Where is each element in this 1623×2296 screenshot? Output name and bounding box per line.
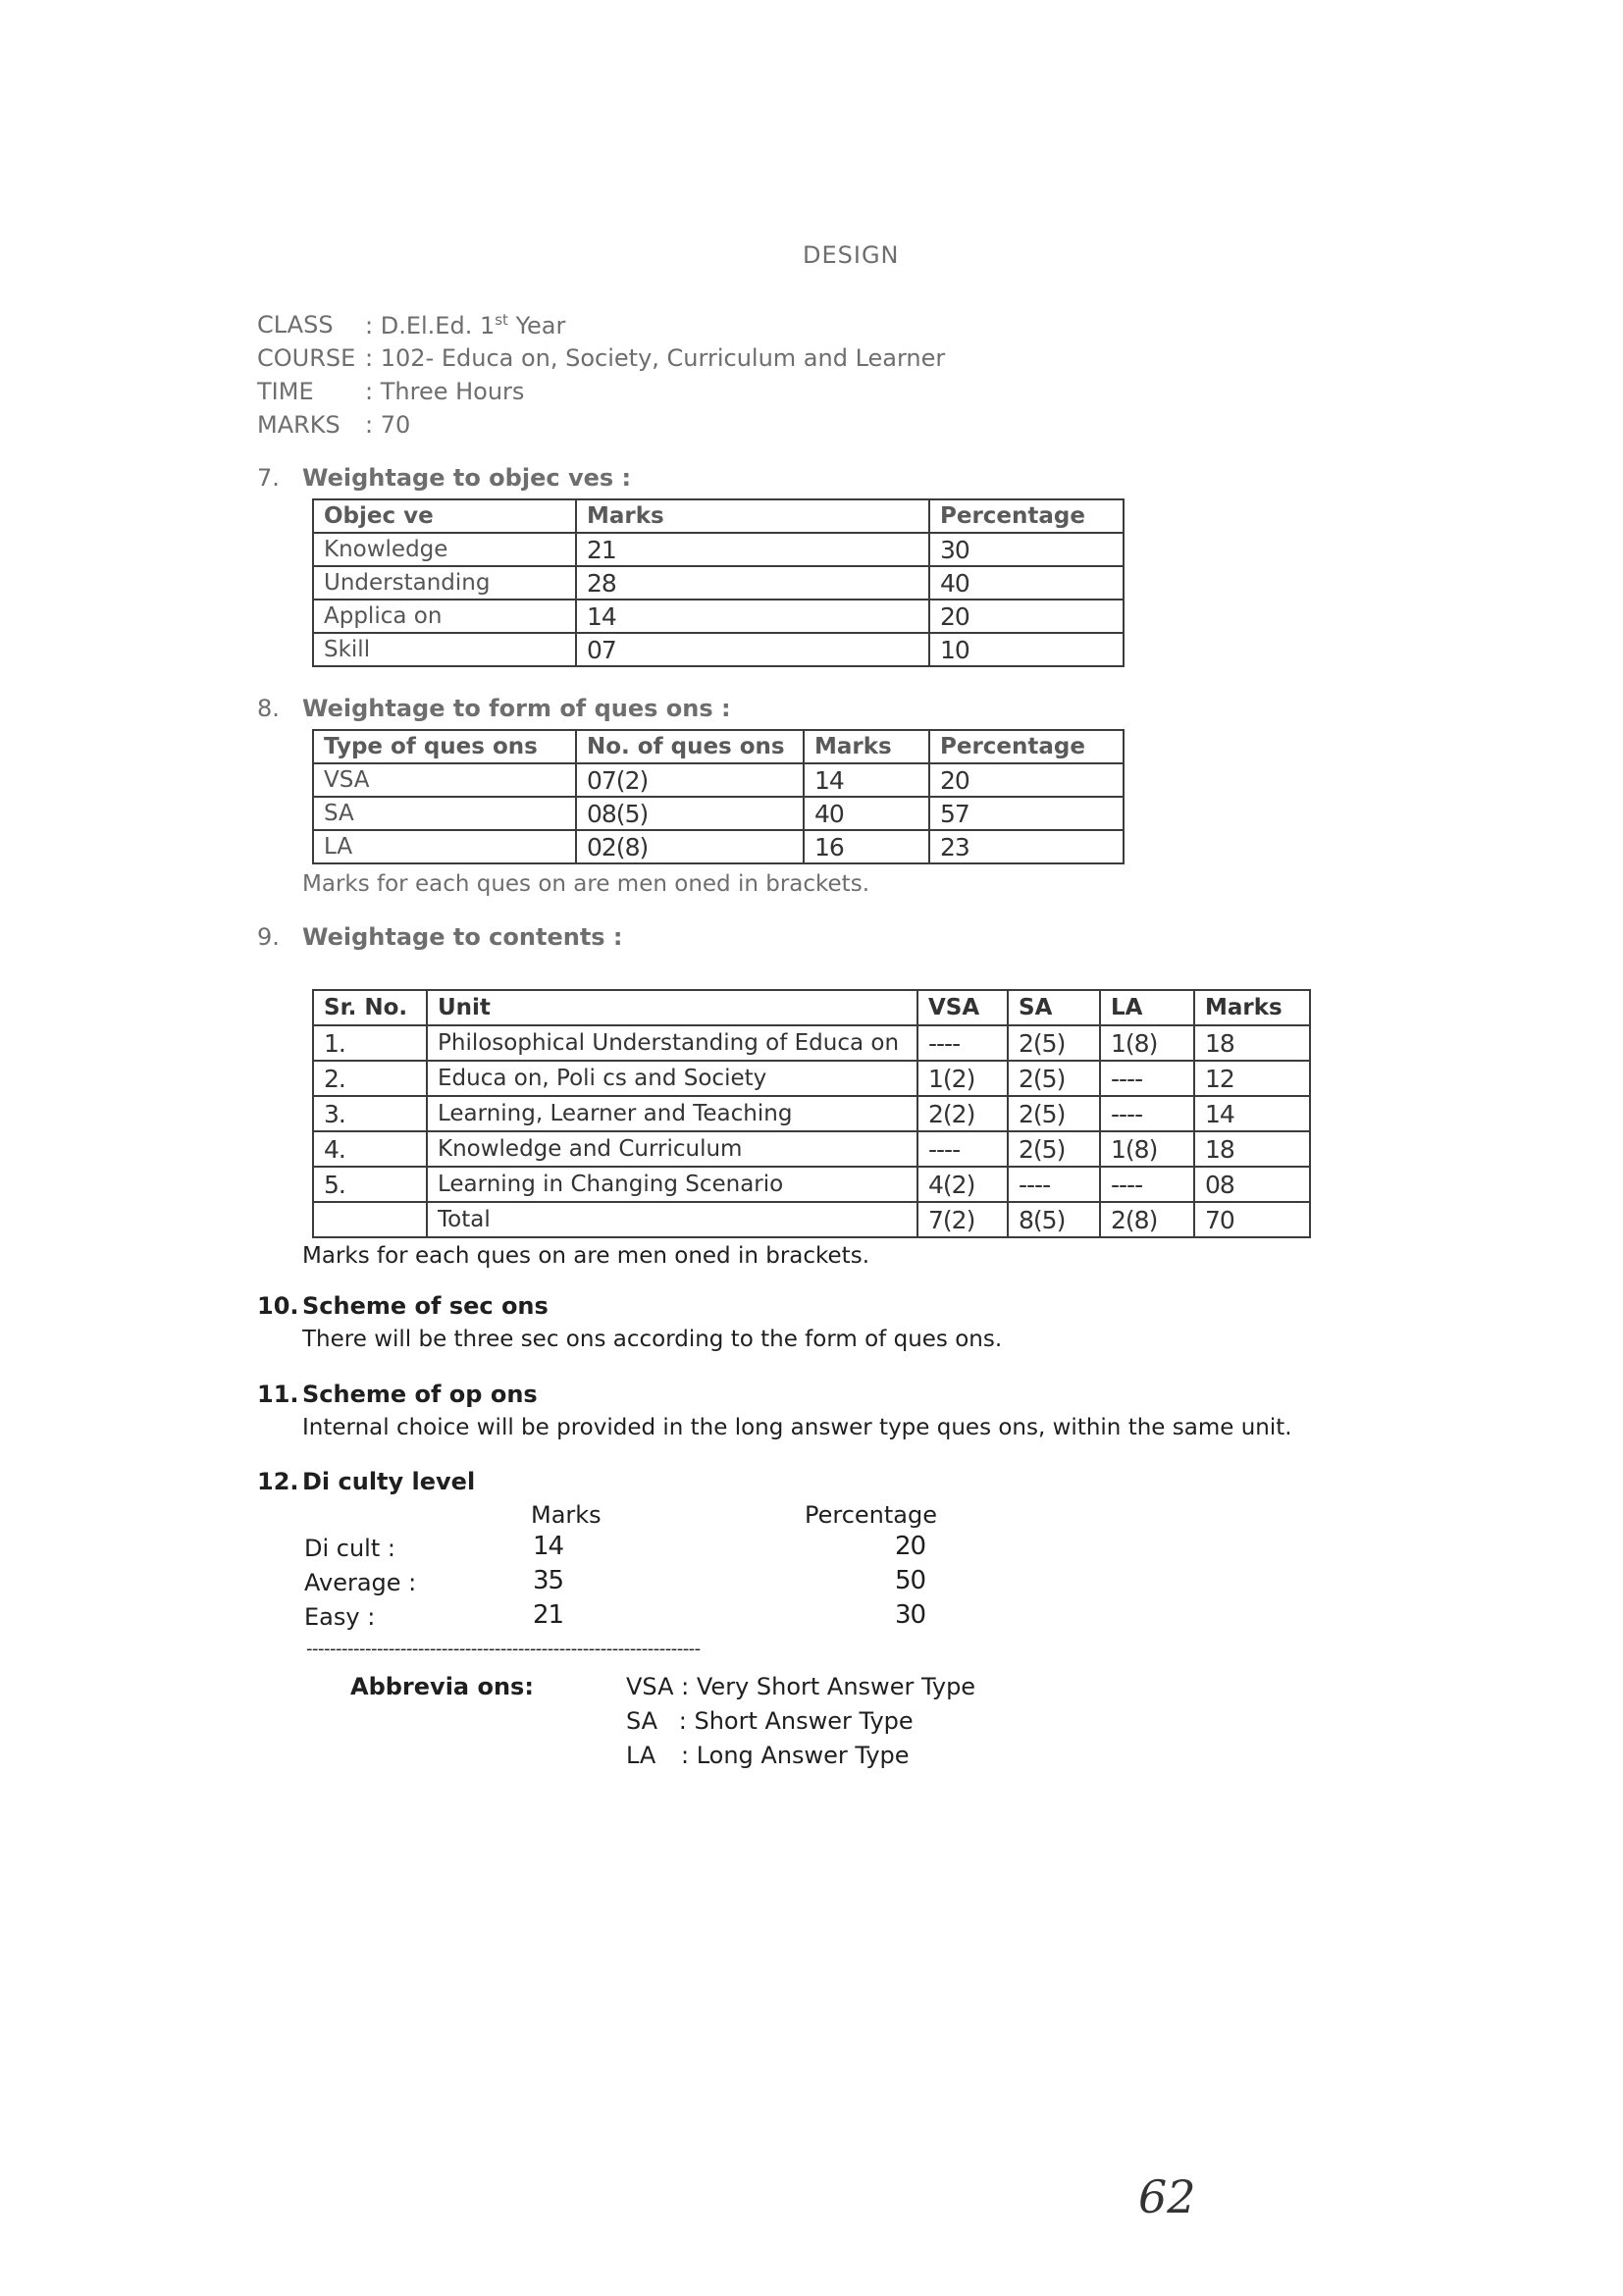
table-cell: Philosophical Understanding of Educa on bbox=[427, 1025, 917, 1061]
table-cell: Learning, Learner and Teaching bbox=[427, 1096, 917, 1131]
table-cell: 4. bbox=[313, 1131, 427, 1167]
table-cell: ---- bbox=[1100, 1167, 1194, 1202]
table-cell: 14 bbox=[1194, 1096, 1310, 1131]
table-cell bbox=[313, 1202, 427, 1237]
abbreviations-label: Abbrevia ons: bbox=[350, 1673, 534, 1700]
table-header-cell: Percentage bbox=[929, 499, 1124, 533]
difficulty-label: Easy : bbox=[304, 1603, 376, 1631]
table-cell: 28 bbox=[576, 566, 929, 600]
table-row bbox=[313, 633, 1124, 666]
table-cell: 30 bbox=[929, 533, 1124, 566]
table-cell: 2(5) bbox=[1008, 1061, 1100, 1096]
table-cell: 4(2) bbox=[917, 1167, 1008, 1202]
table-cell: ---- bbox=[1100, 1096, 1194, 1131]
info-course-label: COURSE bbox=[257, 344, 356, 372]
difficulty-label: Average : bbox=[304, 1569, 417, 1596]
section-9-title: Weightage to contents : bbox=[302, 923, 623, 951]
table-cell: 18 bbox=[1194, 1131, 1310, 1167]
table-row bbox=[313, 1167, 1310, 1202]
table-header-cell: No. of ques ons bbox=[576, 730, 804, 763]
table-cell: Educa on, Poli cs and Society bbox=[427, 1061, 917, 1096]
table-cell: 40 bbox=[929, 566, 1124, 600]
table-cell: Total bbox=[427, 1202, 917, 1237]
difficulty-marks: 21 bbox=[533, 1600, 564, 1630]
section-11-title: Scheme of op ons bbox=[302, 1381, 538, 1408]
table-cell: ---- bbox=[1008, 1167, 1100, 1202]
table-cell: 1. bbox=[313, 1025, 427, 1061]
table-cell: 07 bbox=[576, 633, 929, 666]
objectives-table bbox=[312, 498, 1125, 667]
table-cell: 12 bbox=[1194, 1061, 1310, 1096]
table-cell: ---- bbox=[1100, 1061, 1194, 1096]
page-title: DESIGN bbox=[803, 241, 900, 269]
info-course-value: : 102- Educa on, Society, Curriculum and Learner bbox=[365, 344, 946, 372]
section-7-title: Weightage to objec ves : bbox=[302, 464, 632, 492]
info-marks-label: MARKS bbox=[257, 411, 340, 439]
table-cell: ---- bbox=[917, 1025, 1008, 1061]
table-cell: 5. bbox=[313, 1167, 427, 1202]
table-cell: Knowledge bbox=[313, 533, 576, 566]
info-class-value: : D.El.Ed. 1st Year bbox=[365, 311, 566, 339]
table-cell: 57 bbox=[929, 797, 1124, 830]
section-9-number: 9. bbox=[257, 923, 280, 951]
table-cell: 2(2) bbox=[917, 1096, 1008, 1131]
forms-table bbox=[312, 729, 1125, 864]
table-cell: 18 bbox=[1194, 1025, 1310, 1061]
table-row bbox=[313, 533, 1124, 566]
section-8-title: Weightage to form of ques ons : bbox=[302, 695, 731, 722]
table-cell: 08 bbox=[1194, 1167, 1310, 1202]
difficulty-marks: 14 bbox=[533, 1532, 564, 1561]
table-row bbox=[313, 600, 1124, 633]
difficulty-percentage: 20 bbox=[895, 1532, 926, 1561]
table-header-cell: Marks bbox=[804, 730, 929, 763]
table-header-cell: SA bbox=[1008, 990, 1100, 1025]
table-cell: LA bbox=[313, 830, 576, 863]
contents-table bbox=[312, 989, 1311, 1238]
table-cell: 1(8) bbox=[1100, 1131, 1194, 1167]
difficulty-percentage: 30 bbox=[895, 1600, 926, 1630]
table-cell: 7(2) bbox=[917, 1202, 1008, 1237]
section-10-title: Scheme of sec ons bbox=[302, 1292, 549, 1320]
section-7-number: 7. bbox=[257, 464, 280, 492]
table-cell: 14 bbox=[576, 600, 929, 633]
difficulty-marks: 35 bbox=[533, 1566, 564, 1595]
table-header-cell: Marks bbox=[1194, 990, 1310, 1025]
table-row bbox=[313, 1061, 1310, 1096]
table-header-cell: Type of ques ons bbox=[313, 730, 576, 763]
table-row bbox=[313, 1096, 1310, 1131]
table-cell: 14 bbox=[804, 763, 929, 797]
contents-table-note: Marks for each ques on are men oned in brackets. bbox=[302, 1243, 869, 1269]
abbreviation-item: SA : Short Answer Type bbox=[626, 1707, 914, 1735]
table-cell: SA bbox=[313, 797, 576, 830]
table-cell: 10 bbox=[929, 633, 1124, 666]
table-row bbox=[313, 566, 1124, 600]
table-cell: 16 bbox=[804, 830, 929, 863]
table-cell: VSA bbox=[313, 763, 576, 797]
table-cell: 1(8) bbox=[1100, 1025, 1194, 1061]
difficulty-header-marks: Marks bbox=[531, 1501, 602, 1529]
table-cell: 2(5) bbox=[1008, 1131, 1100, 1167]
table-cell: 1(2) bbox=[917, 1061, 1008, 1096]
section-12-number: 12. bbox=[257, 1468, 299, 1495]
table-row bbox=[313, 1025, 1310, 1061]
table-header-cell: Unit bbox=[427, 990, 917, 1025]
table-cell: 70 bbox=[1194, 1202, 1310, 1237]
difficulty-header-percentage: Percentage bbox=[805, 1501, 938, 1529]
table-cell: Learning in Changing Scenario bbox=[427, 1167, 917, 1202]
table-header-cell: LA bbox=[1100, 990, 1194, 1025]
table-cell: 3. bbox=[313, 1096, 427, 1131]
table-cell: 23 bbox=[929, 830, 1124, 863]
table-header-cell: VSA bbox=[917, 990, 1008, 1025]
table-header-row bbox=[313, 990, 1310, 1025]
abbreviation-item: VSA : Very Short Answer Type bbox=[626, 1673, 976, 1700]
table-header-cell: Marks bbox=[576, 499, 929, 533]
info-time-value: : Three Hours bbox=[365, 378, 525, 405]
table-cell: 08(5) bbox=[576, 797, 804, 830]
table-cell: 07(2) bbox=[576, 763, 804, 797]
table-cell: 40 bbox=[804, 797, 929, 830]
info-class-label: CLASS bbox=[257, 311, 334, 339]
section-8-number: 8. bbox=[257, 695, 280, 722]
table-cell: 2(5) bbox=[1008, 1025, 1100, 1061]
table-cell: Understanding bbox=[313, 566, 576, 600]
table-header-row bbox=[313, 730, 1124, 763]
table-row bbox=[313, 830, 1124, 863]
table-cell: 2. bbox=[313, 1061, 427, 1096]
forms-table-note: Marks for each ques on are men oned in brackets. bbox=[302, 871, 869, 897]
table-row bbox=[313, 763, 1124, 797]
section-10-number: 10. bbox=[257, 1292, 299, 1320]
table-cell: 2(5) bbox=[1008, 1096, 1100, 1131]
table-header-cell: Percentage bbox=[929, 730, 1124, 763]
section-12-title: Di culty level bbox=[302, 1468, 476, 1495]
section-11-number: 11. bbox=[257, 1381, 299, 1408]
info-time-label: TIME bbox=[257, 378, 314, 405]
section-11-text: Internal choice will be provided in the long answer type ques ons, within the same unit. bbox=[302, 1415, 1292, 1440]
table-cell: 02(8) bbox=[576, 830, 804, 863]
page-number: 62 bbox=[1138, 2170, 1196, 2223]
difficulty-percentage: 50 bbox=[895, 1566, 926, 1595]
table-cell: Skill bbox=[313, 633, 576, 666]
table-cell: 20 bbox=[929, 763, 1124, 797]
difficulty-label: Di cult : bbox=[304, 1535, 395, 1562]
abbreviation-item: LA : Long Answer Type bbox=[626, 1742, 910, 1769]
table-cell: 21 bbox=[576, 533, 929, 566]
table-cell: 2(8) bbox=[1100, 1202, 1194, 1237]
section-10-text: There will be three sec ons according to the form of ques ons. bbox=[302, 1327, 1003, 1352]
table-cell: 8(5) bbox=[1008, 1202, 1100, 1237]
table-header-cell: Sr. No. bbox=[313, 990, 427, 1025]
table-cell: ---- bbox=[917, 1131, 1008, 1167]
info-marks-value: : 70 bbox=[365, 411, 411, 439]
table-cell: 20 bbox=[929, 600, 1124, 633]
table-total-row bbox=[313, 1202, 1310, 1237]
table-header-cell: Objec ve bbox=[313, 499, 576, 533]
table-cell: Knowledge and Curriculum bbox=[427, 1131, 917, 1167]
table-header-row bbox=[313, 499, 1124, 533]
separator-line: ------------------------------------------------------------------- bbox=[306, 1639, 701, 1659]
table-row bbox=[313, 797, 1124, 830]
table-row bbox=[313, 1131, 1310, 1167]
table-cell: Applica on bbox=[313, 600, 576, 633]
